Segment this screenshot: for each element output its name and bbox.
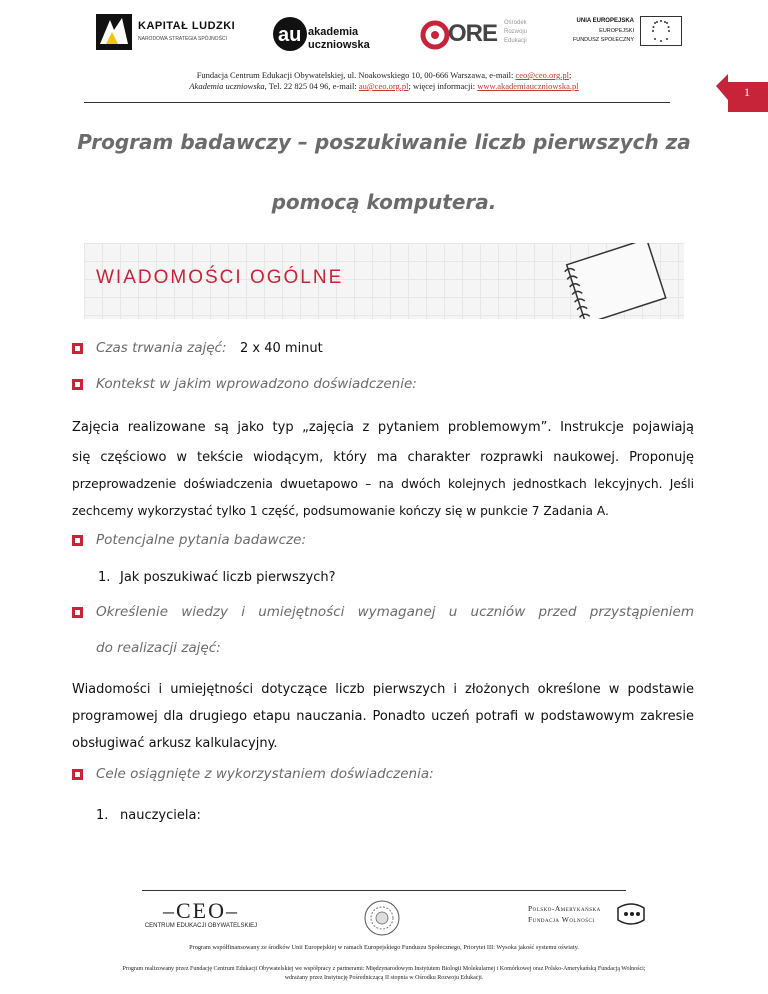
ceo-text: CENTRUM EDUKACJI OBYWATELSKIEJ: [144, 923, 258, 929]
knowledge-label-line-1: Określenie wiedzy i umiejętności wymaganej u uczniów przed przystąpieniem: [96, 604, 694, 620]
footer-line-2: Program realizowany przez Fundację Centrum Edukacji Obywatelskiej we współpracy z partnerami: Międzynarodowym Instytutem Biologii Molekularnej i Komórkowej oraz Polsko-Amerykańską Fundacją Wolności;: [122, 966, 646, 972]
kapital-ludzki-title: KAPITAŁ LUDZKI: [138, 20, 236, 32]
ore-icon: [420, 20, 450, 50]
address-line-2: [90, 81, 678, 91]
ue-line2: EUROPEJSKI: [599, 28, 634, 34]
bullet-icon: [72, 769, 83, 780]
page-number: 1: [744, 85, 750, 99]
header-divider: [84, 102, 670, 103]
logo-kapital-ludzki: [96, 14, 246, 50]
knowledge-label-line-2: do realizacji zajęć:: [96, 640, 221, 656]
goal-1-number: 1.: [96, 808, 109, 823]
footer-line-1: Program współfinansowany ze środków Unii Europejskiej w ramach Europejskiego Funduszu Społecznego, Priorytet III: Wysoka jakość systemu oświaty.: [189, 944, 579, 951]
logo-ue: [564, 16, 684, 52]
svg-text:au: au: [278, 24, 302, 46]
context-label: Kontekst w jakim wprowadzono doświadczenie:: [96, 376, 417, 392]
website-link[interactable]: www.akademiauczniowska.pl: [477, 81, 579, 91]
context-line-1: Zajęcia realizowane są jako typ „zajęcia z pytaniem problemowym”. Instrukcje pojawiają: [72, 420, 694, 435]
bullet-icon: [72, 343, 83, 354]
banner-label: WIADOMOŚCI OGÓLNE: [96, 267, 344, 288]
ore-mark: ORE: [448, 20, 498, 47]
pafw-line-1: Polsko-Amerykańska: [528, 904, 601, 913]
au-email-link[interactable]: au@ceo.org.pl: [358, 81, 409, 91]
logo-akademia: [272, 14, 382, 54]
context-heading: [70, 376, 690, 396]
footer-line-3: wdrażany przez Instytucję Pośredniczącą II stopnia w Ośrodku Rozwoju Edukacji.: [284, 975, 484, 981]
ceo-mark-text: CEO: [176, 898, 226, 923]
goal-1: nauczyciela:: [120, 808, 201, 823]
page-title-line-2: pomocą komputera.: [271, 190, 497, 214]
ceo-email-link[interactable]: ceo@ceo.org.pl: [515, 70, 569, 80]
iimcb-seal-icon: [364, 900, 400, 936]
question-1-number: 1.: [98, 570, 111, 585]
questions-heading: [70, 532, 690, 552]
ore-line2: Rozwoju: [504, 29, 528, 35]
bullet-icon: [72, 607, 83, 618]
section-banner: [84, 243, 684, 319]
context-line-3: przeprowadzenie doświadczenia dwuetapowo – na dwóch kolejnych jednostkach lekcyjnych. Jeśli: [72, 477, 694, 491]
address-line-2-mid: , Tel. 22 825 04 96, e-mail:: [264, 81, 359, 91]
ceo-mark: –CEO–: [163, 898, 239, 923]
akademia-line2: uczniowska: [308, 39, 370, 51]
akademia-uczniowska-icon: [272, 16, 308, 52]
goals-heading: [70, 766, 690, 786]
ue-line1: UNIA EUROPEJSKA: [576, 18, 634, 24]
logo-ceo: [142, 898, 262, 934]
eu-flag-icon: [640, 16, 682, 46]
akademia-name: Akademia uczniowska: [189, 81, 265, 91]
question-1: Jak poszukiwać liczb pierwszych?: [120, 570, 336, 585]
questions-label: Potencjalne pytania badawcze:: [96, 532, 306, 548]
ue-line3: FUNDUSZ SPOŁECZNY: [572, 37, 634, 43]
duration-label: Czas trwania zajęć:: [96, 340, 227, 356]
bullet-icon: [72, 379, 83, 390]
address-line-1-suffix: ;: [568, 70, 572, 80]
address-line-1: [90, 70, 678, 80]
address-line-2-mid2: ; więcej informacji:: [408, 81, 478, 91]
kapital-ludzki-subtitle: NARODOWA STRATEGIA SPÓJNOŚCI: [138, 36, 227, 42]
footer-divider: [142, 890, 626, 891]
duration-value: 2 x 40 minut: [240, 341, 323, 356]
page-number-tab: [716, 74, 768, 114]
ore-line3: Edukacji: [504, 38, 527, 44]
goals-label: Cele osiągnięte z wykorzystaniem doświadczenia:: [96, 766, 434, 782]
logo-ore: [420, 18, 540, 58]
context-line-2: się częściowo w tekście wiodącym, który ma charakter rozprawki naukowej. Proponuję: [72, 450, 694, 465]
kapital-ludzki-icon: [96, 14, 132, 50]
context-line-4: zechcemy wykorzystać tylko 1 część, podsumowanie kończy się w punkcie 7 Zadania A.: [72, 504, 609, 518]
notebook-icon: [554, 243, 674, 319]
knowledge-line-2: programowej dla drugiego etapu nauczania. Ponadto uczeń potrafi w podstawowym zakresie: [72, 709, 694, 724]
pafw-line-2: Fundacja Wolności: [528, 915, 595, 924]
page-title-line-1: Program badawczy – poszukiwanie liczb pierwszych za: [77, 130, 691, 154]
akademia-line1: akademia: [308, 26, 359, 38]
logo-pafw: [528, 904, 648, 934]
ore-line1: Ośrodek: [504, 20, 527, 26]
knowledge-line-3: obsługiwać arkusz kalkulacyjny.: [72, 736, 278, 751]
knowledge-heading: [70, 604, 696, 624]
knowledge-line-1: Wiadomości i umiejętności dotyczące liczb pierwszych i złożonych określone w podstawie: [72, 682, 694, 697]
pafw-emblem-icon: [616, 902, 646, 928]
address-line-1-text: Fundacja Centrum Edukacji Obywatelskiej, ul. Noakowskiego 10, 00-666 Warszawa, e-mail:: [196, 70, 516, 80]
bullet-icon: [72, 535, 83, 546]
duration-row: [70, 340, 690, 360]
